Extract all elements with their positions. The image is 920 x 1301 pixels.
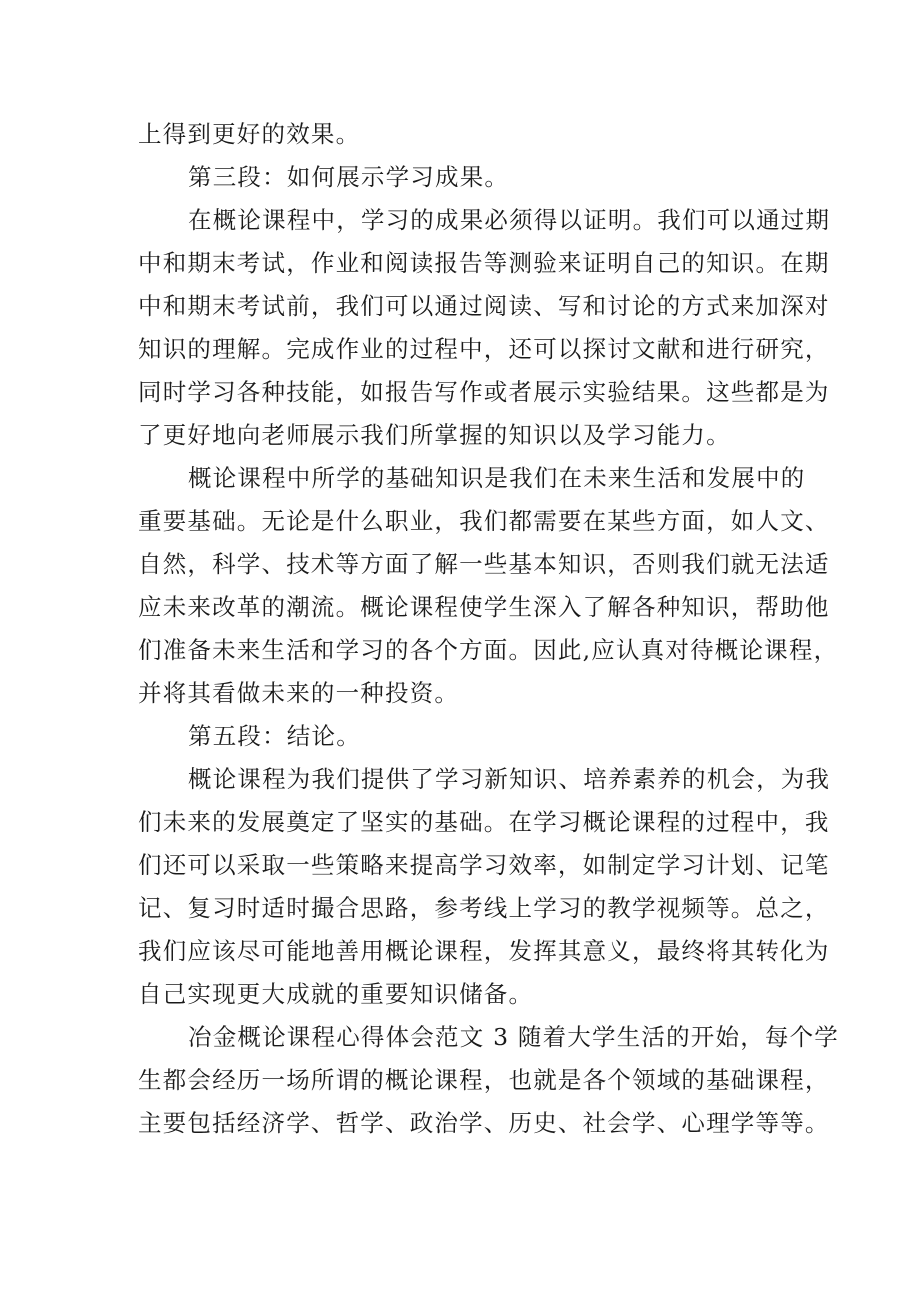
text-line: 自然，科学、技术等方面了解一些基本知识，否则我们就无法适 bbox=[138, 550, 830, 578]
paragraph-continuation bbox=[138, 113, 798, 156]
text-line: 记、复习时适时撮合思路，参考线上学习的教学视频等。总之， bbox=[138, 894, 830, 922]
paragraph-foundation bbox=[138, 457, 839, 715]
section-heading-text: 第五段：结论。 bbox=[188, 722, 361, 750]
paragraph-results bbox=[138, 199, 831, 457]
text-line: 并将其看做未来的一种投资。 bbox=[138, 679, 460, 707]
text-line: 自己实现更大成就的重要知识储备。 bbox=[138, 980, 534, 1008]
text-line: 同时学习各种技能，如报告写作或者展示实验结果。这些都是为 bbox=[138, 378, 830, 406]
text-line: 冶金概论课程心得体会范文 3 随着大学生活的开始，每个学 bbox=[188, 1023, 839, 1051]
text-line: 我们应该尽可能地善用概论课程，发挥其意义，最终将其转化为 bbox=[138, 937, 830, 965]
paragraph-conclusion bbox=[138, 758, 831, 1016]
text-line: 生都会经历一场所谓的概论课程，也就是各个领域的基础课程， bbox=[138, 1066, 830, 1094]
text-line: 上得到更好的效果。 bbox=[138, 120, 361, 148]
text-line: 在概论课程中，学习的成果必须得以证明。我们可以通过期 bbox=[188, 206, 831, 234]
text-line: 们还可以采取一些策略来提高学习效率，如制定学习计划、记笔 bbox=[138, 851, 830, 879]
section-heading-text: 第三段：如何展示学习成果。 bbox=[188, 163, 510, 191]
document-body bbox=[138, 113, 839, 1145]
text-line: 们准备未来生活和学习的各个方面。因此,应认真对待概论课程， bbox=[138, 636, 839, 664]
text-line: 重要基础。无论是什么职业，我们都需要在某些方面，如人文、 bbox=[138, 507, 830, 535]
text-line: 了更好地向老师展示我们所掌握的知识以及学习能力。 bbox=[138, 421, 731, 449]
text-line: 中和期末考试前，我们可以通过阅读、写和讨论的方式来加深对 bbox=[138, 292, 830, 320]
text-line: 主要包括经济学、哲学、政治学、历史、社会学、心理学等等。 bbox=[138, 1109, 830, 1137]
section-heading-5 bbox=[138, 715, 798, 758]
text-line: 们未来的发展奠定了坚实的基础。在学习概论课程的过程中，我 bbox=[138, 808, 830, 836]
text-line: 应未来改革的潮流。概论课程使学生深入了解各种知识，帮助他 bbox=[138, 593, 830, 621]
text-line: 概论课程中所学的基础知识是我们在未来生活和发展中的 bbox=[188, 464, 806, 492]
text-line: 中和期末考试，作业和阅读报告等测验来证明自己的知识。在期 bbox=[138, 249, 830, 277]
text-line: 概论课程为我们提供了学习新知识、培养素养的机会，为我 bbox=[188, 765, 831, 793]
text-line: 知识的理解。完成作业的过程中，还可以探讨文献和进行研究， bbox=[138, 335, 830, 363]
section-heading-3 bbox=[138, 156, 798, 199]
paragraph-essay-3 bbox=[138, 1016, 839, 1145]
